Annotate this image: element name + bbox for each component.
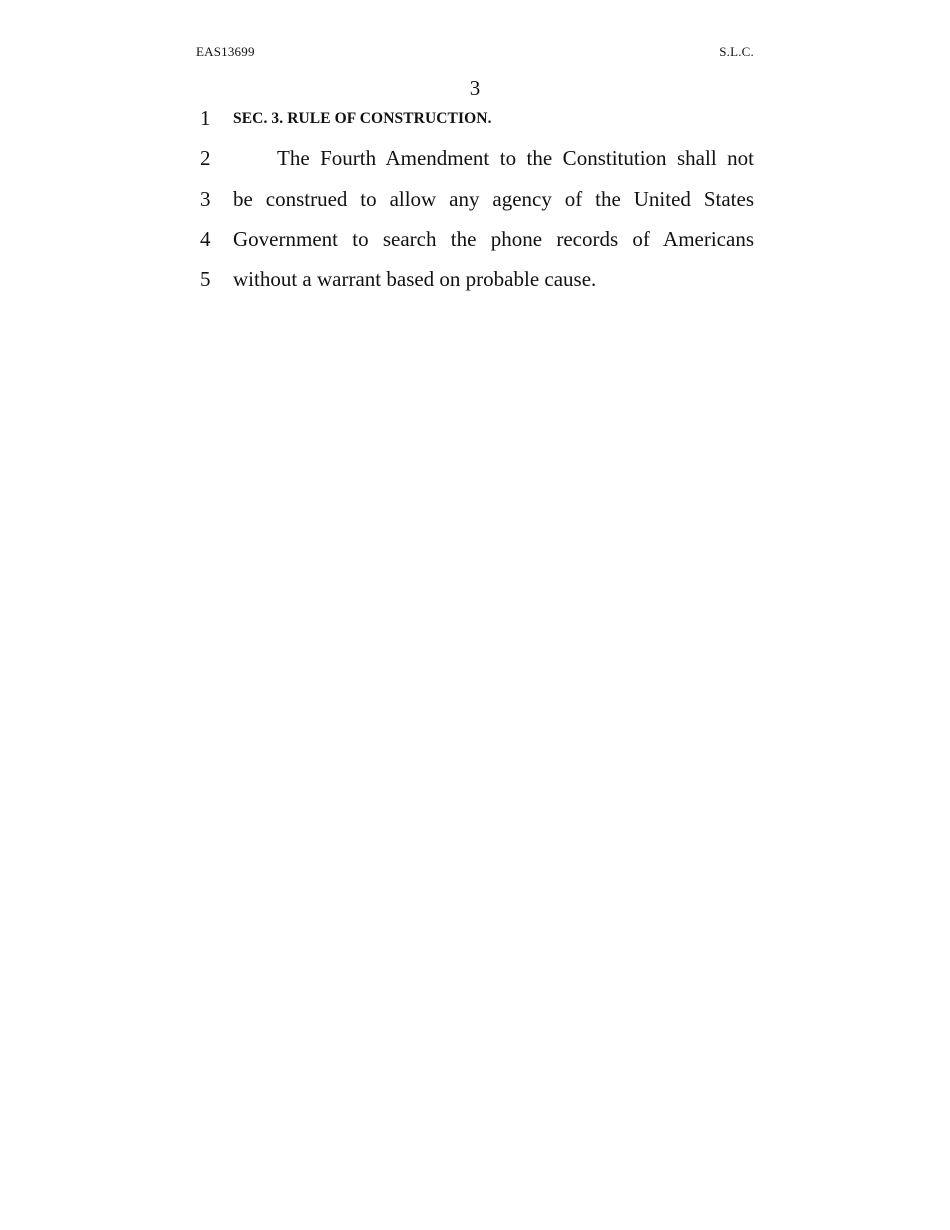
line-number: 5 [200,267,211,291]
page-number: 3 [469,76,481,100]
body-text-line: without a warrant based on probable cause. [233,267,597,291]
line-number: 1 [200,106,211,130]
section-heading: SEC. 3. RULE OF CONSTRUCTION. [233,110,492,127]
office-code: S.L.C. [719,44,754,59]
body-text-line: The Fourth Amendment to the Constitution shall not [277,146,754,170]
body-text-line: Government to search the phone records of Americans [233,227,754,251]
line-number: 3 [200,187,211,211]
document-id: EAS13699 [196,44,255,59]
line-number: 2 [200,146,211,170]
body-text-line: be construed to allow any agency of the United States [233,187,754,211]
line-number: 4 [200,227,211,251]
